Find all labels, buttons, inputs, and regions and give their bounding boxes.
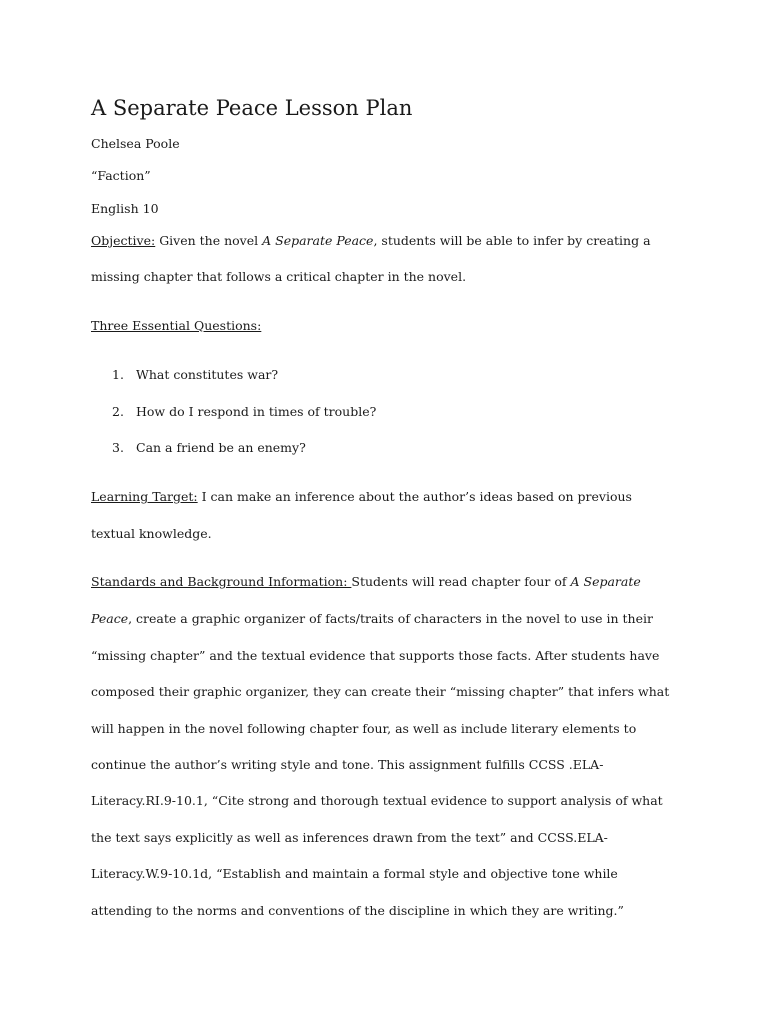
question-item	[112, 367, 278, 383]
standards-line-3: “missing chapter” and the textual evidence that supports those facts. After students have	[91, 648, 660, 663]
objective-text-a: Given the novel	[155, 233, 263, 248]
objective-text-b: , students will be able to infer by creating a	[373, 233, 651, 248]
faction-label: “Faction”	[91, 168, 151, 183]
standards-line-9: Literacy.W.9-10.1d, “Establish and maintain a formal style and objective tone while	[91, 866, 618, 881]
standards-line-5: will happen in the novel following chapter four, as well as include literary elements to	[91, 721, 637, 736]
course-name: English 10	[91, 201, 159, 216]
question-item	[112, 440, 306, 456]
standards-line-4: composed their graphic organizer, they can create their “missing chapter” that infers what	[91, 684, 670, 699]
question-item	[112, 404, 376, 420]
standards-label: Standards and Background Information:	[91, 574, 352, 589]
learning-target-line-2: textual knowledge.	[91, 526, 212, 541]
learning-target-label: Learning Target:	[91, 489, 198, 504]
standards-line-10: attending to the norms and conventions of the discipline in which they are writing.”	[91, 903, 624, 918]
objective-line-1	[91, 233, 651, 249]
question-text: How do I respond in times of trouble?	[136, 404, 377, 419]
question-text: What constitutes war?	[136, 367, 279, 382]
standards-novel-title-a: A Separate	[570, 574, 641, 589]
question-number: 2.	[112, 404, 124, 419]
author-name: Chelsea Poole	[91, 136, 180, 151]
objective-novel-title: A Separate Peace	[262, 233, 374, 248]
standards-line-6: continue the author’s writing style and tone. This assignment fulfills CCSS .ELA-	[91, 757, 604, 772]
standards-line-8: the text says explicitly as well as inferences drawn from the text” and CCSS.ELA-	[91, 830, 608, 845]
document-title: A Separate Peace Lesson Plan	[91, 96, 413, 120]
standards-text: , create a graphic organizer of facts/traits of characters in the novel to use in their	[128, 611, 653, 626]
standards-novel-title-b: Peace	[91, 611, 129, 626]
standards-line-7: Literacy.RI.9-10.1, “Cite strong and thorough textual evidence to support analysis of what	[91, 793, 663, 808]
question-number: 3.	[112, 440, 124, 455]
standards-line-2	[91, 611, 653, 627]
standards-line-1	[91, 574, 641, 590]
question-number: 1.	[112, 367, 124, 382]
objective-label: Objective:	[91, 233, 156, 248]
learning-target-line-1	[91, 489, 632, 505]
objective-line-2: missing chapter that follows a critical chapter in the novel.	[91, 269, 467, 284]
standards-text: Students will read chapter four of	[351, 574, 571, 589]
question-text: Can a friend be an enemy?	[136, 440, 306, 455]
learning-target-text: I can make an inference about the author’s ideas based on previous	[197, 489, 632, 504]
questions-heading: Three Essential Questions:	[91, 318, 262, 333]
